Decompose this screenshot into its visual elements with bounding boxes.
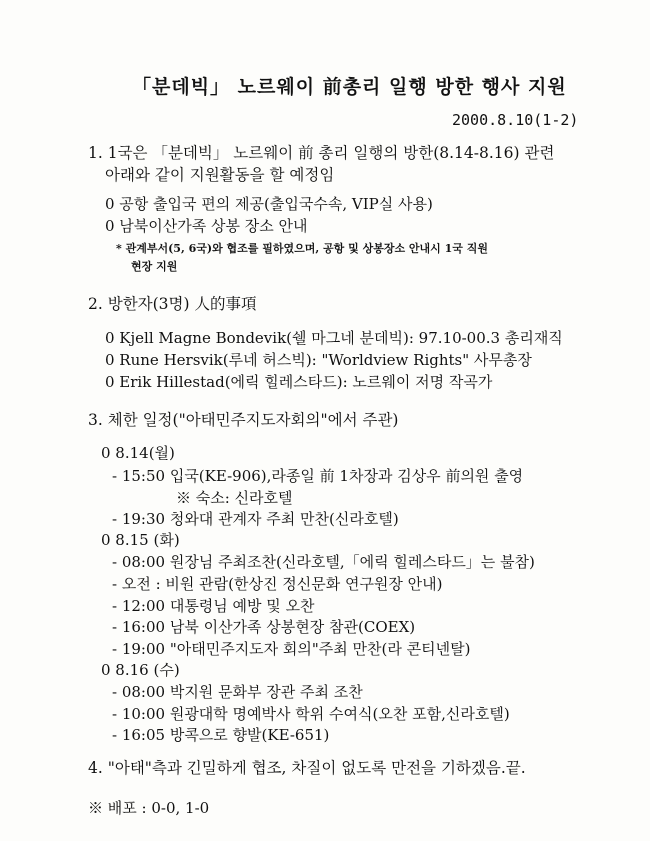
section-1-line-1: 1. 1국은 「분데빅」 노르웨이 前 총리 일행의 방한(8.14-8.16) 관련 <box>88 144 555 162</box>
day-2-header: 0 8.15 (화) <box>101 531 180 549</box>
day-1-header: 0 8.14(월) <box>101 444 175 462</box>
document-date: 2000.8.10(1-2) <box>452 111 579 129</box>
day-1-item-2: - 19:30 청와대 관계자 주최 만찬(신라호텔) <box>112 510 399 528</box>
day-1-lodging-note: ※ 숙소: 신라호텔 <box>176 489 293 507</box>
day-3-item-2: - 10:00 원광대학 명예박사 학위 수여식(오찬 포함,신라호텔) <box>112 705 510 723</box>
day-2-item-5: - 19:00 "아태민주지도자 회의"주최 만찬(라 콘티넨탈) <box>112 640 471 658</box>
day-3-header: 0 8.16 (수) <box>101 661 180 679</box>
day-2-item-4: - 16:00 남북 이산가족 상봉현장 참관(COEX) <box>112 618 416 636</box>
section-1-note-2: 현장 지원 <box>131 260 178 273</box>
section-1-note-1: * 관계부서(5, 6국)와 협조를 필하였으며, 공항 및 상봉장소 안내시 1국 직원 <box>116 242 488 255</box>
section-4-text: 4. "아태"측과 긴밀하게 협조, 차질이 없도록 만전을 기하겠음.끝. <box>88 759 526 777</box>
visitor-3: 0 Erik Hillestad(에릭 힐레스타드): 노르웨이 저명 작곡가 <box>105 373 493 391</box>
day-2-item-1: - 08:00 원장님 주최조찬(신라호텔,「에릭 힐레스타드」는 불참) <box>112 553 535 571</box>
section-1-bullet-2: 0 남북이산가족 상봉 장소 안내 <box>105 217 308 235</box>
distribution-note: ※ 배포 : 0-0, 1-0 <box>88 799 210 817</box>
day-2-item-2: - 오전 : 비원 관람(한상진 정신문화 연구원장 안내) <box>112 575 443 593</box>
section-2-heading: 2. 방한자(3명) 人的事項 <box>88 295 257 313</box>
day-1-item-1: - 15:50 입국(KE-906),라종일 前 1차장과 김상우 前의원 출영 <box>112 467 524 485</box>
section-1-bullet-1: 0 공항 출입국 편의 제공(출입국수속, VIP실 사용) <box>105 195 433 213</box>
document-title: 「분데빅」 노르웨이 前총리 일행 방한 행사 지원 <box>132 76 567 98</box>
day-3-item-3: - 16:05 방콕으로 향발(KE-651) <box>112 726 330 744</box>
day-2-item-3: - 12:00 대통령님 예방 및 오찬 <box>112 597 315 615</box>
visitor-1: 0 Kjell Magne Bondevik(쉘 마그네 분데빅): 97.10-00.3 총리재직 <box>105 329 563 347</box>
visitor-2: 0 Rune Hersvik(루네 허스빅): "Worldview Rights" 사무총장 <box>105 351 532 369</box>
section-3-heading: 3. 체한 일정("아태민주지도자회의"에서 주관) <box>88 411 399 429</box>
day-3-item-1: - 08:00 박지원 문화부 장관 주최 조찬 <box>112 683 363 701</box>
section-1-line-2: 아래와 같이 지원활동을 할 예정임 <box>105 166 335 184</box>
